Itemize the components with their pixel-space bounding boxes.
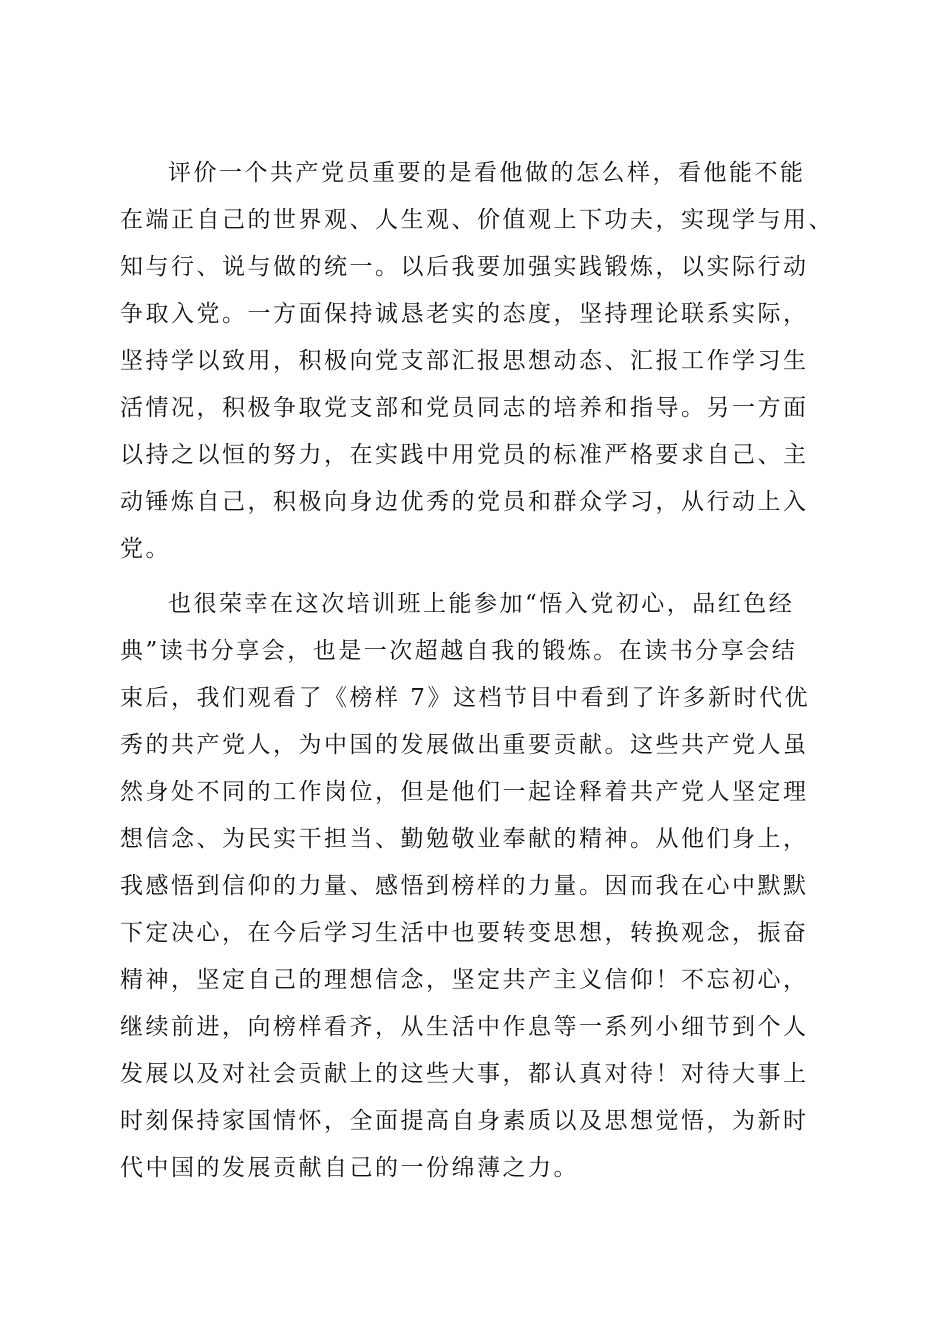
paragraph-1-line-1: 评价一个共产党员重要的是看他做的怎么样，看他能不能 — [168, 160, 806, 186]
paragraph-2-line-5: 然身处不同的工作岗位，但是他们一起诠释着共产党人坚定理 — [120, 779, 809, 805]
paragraph-1-line-7: 以持之以恒的努力，在实践中用党员的标准严格要求自己、主 — [120, 442, 809, 468]
paragraph-2-line-9: 精神，坚定自己的理想信念，坚定共产主义信仰！不忘初心， — [120, 967, 809, 993]
paragraph-1-line-3: 知与行、说与做的统一。以后我要加强实践锻炼，以实际行动 — [120, 254, 809, 280]
paragraph-2-line-13: 代中国的发展贡献自己的一份绵薄之力。 — [120, 1155, 579, 1181]
paragraph-2-line-7: 我感悟到信仰的力量、感悟到榜样的力量。因而我在心中默默 — [120, 873, 809, 899]
paragraph-1-line-9: 党。 — [120, 536, 171, 562]
paragraph-2-line-1: 也很荣幸在这次培训班上能参加“悟入党初心，品红色经 — [168, 591, 795, 617]
paragraph-1-line-4: 争取入党。一方面保持诚恳老实的态度，坚持理论联系实际， — [120, 301, 809, 327]
paragraph-2-line-8: 下定决心，在今后学习生活中也要转变思想，转换观念，振奋 — [120, 920, 809, 946]
paragraph-2-line-10: 继续前进，向榜样看齐，从生活中作息等一系列小细节到个人 — [120, 1014, 809, 1040]
paragraph-1-line-6: 活情况，积极争取党支部和党员同志的培养和指导。另一方面 — [120, 395, 809, 421]
paragraph-1-line-5: 坚持学以致用，积极向党支部汇报思想动态、汇报工作学习生 — [120, 348, 809, 374]
paragraph-2-line-11: 发展以及对社会贡献上的这些大事，都认真对待！对待大事上 — [120, 1061, 809, 1087]
paragraph-2-line-2: 典”读书分享会，也是一次超越自我的锻炼。在读书分享会结 — [120, 638, 798, 664]
paragraph-1-line-2: 在端正自己的世界观、人生观、价值观上下功夫，实现学与用、 — [120, 207, 834, 233]
paragraph-2-line-3: 束后，我们观看了《榜样 7》这档节目中看到了许多新时代优 — [120, 685, 810, 711]
paragraph-2-line-12: 时刻保持家国情怀，全面提高自身素质以及思想觉悟，为新时 — [120, 1108, 809, 1134]
paragraph-2-line-6: 想信念、为民实干担当、勤勉敬业奉献的精神。从他们身上， — [120, 826, 809, 852]
paragraph-1-line-8: 动锤炼自己，积极向身边优秀的党员和群众学习，从行动上入 — [120, 489, 809, 515]
paragraph-2-line-4: 秀的共产党人，为中国的发展做出重要贡献。这些共产党人虽 — [120, 732, 809, 758]
